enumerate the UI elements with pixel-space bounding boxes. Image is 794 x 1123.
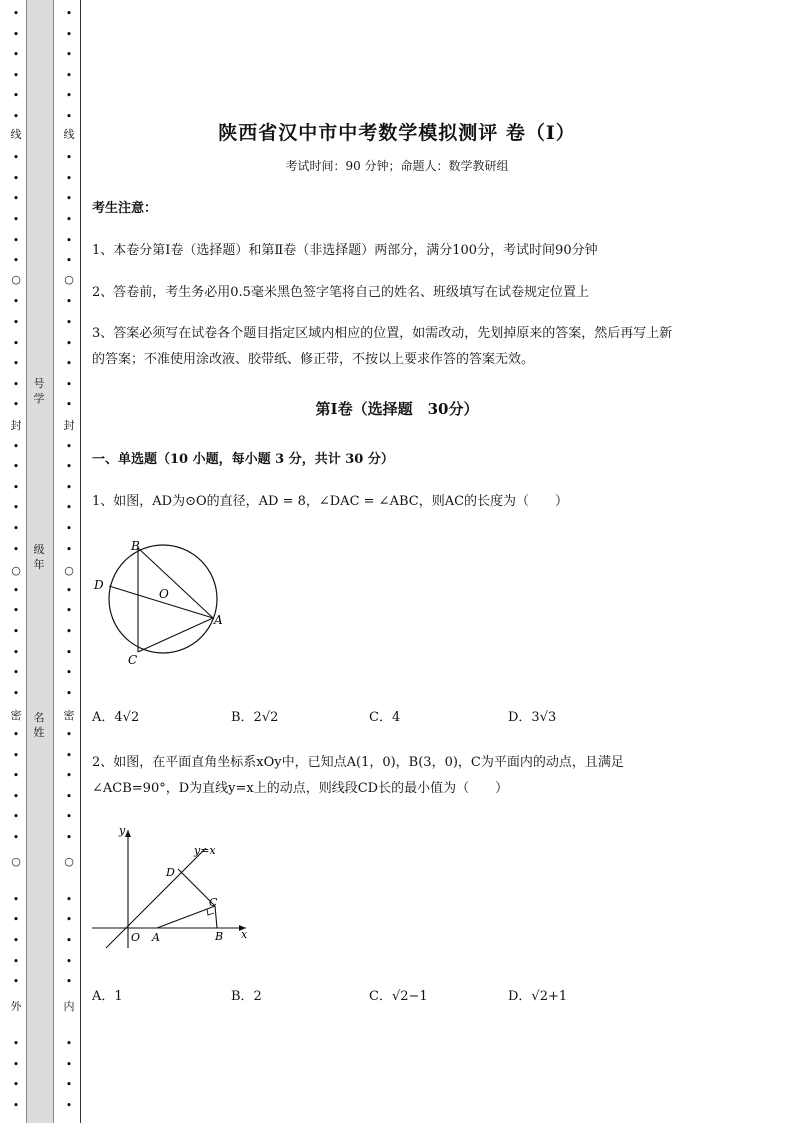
q1-option-c[interactable]: C．4 bbox=[369, 710, 401, 725]
q2-stem-line2: ∠ACB=90°，D为直线y=x上的动点，则线段CD长的最小值为（ ） bbox=[92, 781, 509, 796]
outer-dot: • bbox=[12, 1058, 20, 1071]
inner-dot: • bbox=[65, 460, 73, 473]
q2-option-b[interactable]: B．2 bbox=[231, 989, 262, 1004]
inner-dot: • bbox=[65, 604, 73, 617]
inner-mark-1: ○ bbox=[64, 273, 74, 286]
inner-dot: • bbox=[65, 831, 73, 844]
label-student-number: 号 学 bbox=[33, 377, 45, 405]
outer-dot: • bbox=[12, 192, 20, 205]
inner-dot: • bbox=[65, 295, 73, 308]
outer-dot: • bbox=[12, 646, 20, 659]
outer-dot: • bbox=[12, 625, 20, 638]
inner-dot: • bbox=[65, 543, 73, 556]
inner-dot: • bbox=[65, 501, 73, 514]
outer-dot: • bbox=[12, 48, 20, 61]
label-name: 名 姓 bbox=[33, 711, 45, 739]
inner-dot: • bbox=[65, 69, 73, 82]
q2-label-line: y=x bbox=[194, 844, 216, 857]
margin-rule bbox=[80, 0, 81, 1123]
inner-binding-column bbox=[62, 0, 76, 1123]
inner-dot: • bbox=[65, 666, 73, 679]
q2-label-C: C bbox=[209, 896, 218, 909]
inner-dot: • bbox=[65, 481, 73, 494]
section-heading: 一、单选题（10 小题，每小题 3 分，共计 30 分） bbox=[92, 452, 394, 467]
q2-label-y-axis: y bbox=[119, 824, 126, 837]
q1-figure bbox=[88, 536, 238, 671]
inner-dot: • bbox=[65, 316, 73, 329]
inner-dot: • bbox=[65, 955, 73, 968]
outer-dot: • bbox=[12, 501, 20, 514]
inner-dot: • bbox=[65, 172, 73, 185]
outer-mark-5: ○ bbox=[11, 855, 21, 868]
label-grade: 级 年 bbox=[33, 543, 45, 571]
inner-dot: • bbox=[65, 975, 73, 988]
inner-dot: • bbox=[65, 810, 73, 823]
outer-dot: • bbox=[12, 1078, 20, 1091]
inner-mark-6: 内 bbox=[63, 1000, 75, 1013]
q2-option-a[interactable]: A．1 bbox=[92, 989, 123, 1004]
outer-dot: • bbox=[12, 151, 20, 164]
outer-dot: • bbox=[12, 810, 20, 823]
inner-dot: • bbox=[65, 728, 73, 741]
inner-dot: • bbox=[65, 357, 73, 370]
inner-dot: • bbox=[65, 749, 73, 762]
outer-dot: • bbox=[12, 7, 20, 20]
q1-option-d[interactable]: D．3√3 bbox=[508, 710, 557, 725]
inner-dot: • bbox=[65, 934, 73, 947]
inner-dot: • bbox=[65, 48, 73, 61]
q1-label-B: B bbox=[131, 539, 140, 553]
inner-mark-0: 线 bbox=[63, 128, 75, 141]
notice-heading: 考生注意： bbox=[92, 201, 158, 216]
outer-dot: • bbox=[12, 89, 20, 102]
outer-dot: • bbox=[12, 337, 20, 350]
inner-dot: • bbox=[65, 378, 73, 391]
inner-dot: • bbox=[65, 1078, 73, 1091]
outer-dot: • bbox=[12, 1099, 20, 1112]
notice-item-2: 2、答卷前，考生务必用0.5毫米黑色签字笔将自己的姓名、班级填写在试卷规定位置上 bbox=[92, 285, 589, 300]
q2-option-d[interactable]: D．√2+1 bbox=[508, 989, 568, 1004]
q2-label-B: B bbox=[215, 930, 224, 943]
inner-dot: • bbox=[65, 28, 73, 41]
outer-dot: • bbox=[12, 687, 20, 700]
inner-dot: • bbox=[65, 1037, 73, 1050]
outer-dot: • bbox=[12, 913, 20, 926]
outer-mark-6: 外 bbox=[10, 1000, 22, 1013]
inner-dot: • bbox=[65, 337, 73, 350]
outer-dot: • bbox=[12, 934, 20, 947]
outer-dot: • bbox=[12, 172, 20, 185]
inner-mark-2: 封 bbox=[63, 419, 75, 432]
inner-dot: • bbox=[65, 893, 73, 906]
q1-label-C: C bbox=[128, 653, 138, 667]
outer-dot: • bbox=[12, 728, 20, 741]
inner-dot: • bbox=[65, 687, 73, 700]
inner-dot: • bbox=[65, 398, 73, 411]
outer-dot: • bbox=[12, 769, 20, 782]
part1-title: 第Ⅰ卷（选择题 30分） bbox=[315, 400, 479, 418]
notice-item-3-cont: 的答案；不准使用涂改液、胶带纸、修正带，不按以上要求作答的答案无效。 bbox=[92, 352, 535, 367]
inner-dot: • bbox=[65, 7, 73, 20]
outer-dot: • bbox=[12, 378, 20, 391]
inner-dot: • bbox=[65, 584, 73, 597]
outer-mark-0: 线 bbox=[10, 128, 22, 141]
q2-option-c[interactable]: C．√2−1 bbox=[369, 989, 428, 1004]
inner-dot: • bbox=[65, 522, 73, 535]
inner-dot: • bbox=[65, 254, 73, 267]
inner-dot: • bbox=[65, 89, 73, 102]
inner-dot: • bbox=[65, 913, 73, 926]
q1-option-b[interactable]: B．2√2 bbox=[231, 710, 279, 725]
outer-dot: • bbox=[12, 604, 20, 617]
outer-dot: • bbox=[12, 666, 20, 679]
q2-label-A: A bbox=[152, 931, 160, 944]
q2-label-D: D bbox=[166, 866, 175, 879]
outer-mark-2: 封 bbox=[10, 419, 22, 432]
q2-stem-line1: 2、如图，在平面直角坐标系xOy中，已知点A(1，0)，B(3，0)，C为平面内的动点，且满足 bbox=[92, 755, 624, 770]
inner-dot: • bbox=[65, 1099, 73, 1112]
inner-mark-4: 密 bbox=[63, 709, 75, 722]
outer-dot: • bbox=[12, 1037, 20, 1050]
inner-dot: • bbox=[65, 151, 73, 164]
outer-dot: • bbox=[12, 295, 20, 308]
inner-dot: • bbox=[65, 1058, 73, 1071]
inner-mark-3: ○ bbox=[64, 564, 74, 577]
q1-option-a[interactable]: A．4√2 bbox=[92, 710, 140, 725]
inner-dot: • bbox=[65, 625, 73, 638]
outer-dot: • bbox=[12, 398, 20, 411]
outer-dot: • bbox=[12, 522, 20, 535]
outer-dot: • bbox=[12, 749, 20, 762]
outer-mark-4: 密 bbox=[10, 709, 22, 722]
q2-figure bbox=[88, 820, 258, 950]
outer-dot: • bbox=[12, 481, 20, 494]
inner-mark-5: ○ bbox=[64, 855, 74, 868]
outer-binding-column bbox=[9, 0, 23, 1123]
inner-dot: • bbox=[65, 440, 73, 453]
outer-dot: • bbox=[12, 316, 20, 329]
outer-dot: • bbox=[12, 357, 20, 370]
outer-dot: • bbox=[12, 69, 20, 82]
inner-dot: • bbox=[65, 234, 73, 247]
q1-label-A: A bbox=[214, 613, 223, 627]
inner-dot: • bbox=[65, 769, 73, 782]
notice-item-1: 1、本卷分第Ⅰ卷（选择题）和第Ⅱ卷（非选择题）两部分，满分100分，考试时间90分钟 bbox=[92, 243, 598, 258]
outer-dot: • bbox=[12, 831, 20, 844]
page-subtitle: 考试时间：90 分钟；命题人：数学教研组 bbox=[285, 159, 509, 173]
outer-dot: • bbox=[12, 213, 20, 226]
q2-label-x-axis: x bbox=[241, 928, 248, 941]
page-title: 陕西省汉中市中考数学模拟测评 卷（Ⅰ） bbox=[218, 122, 576, 144]
inner-dot: • bbox=[65, 646, 73, 659]
outer-dot: • bbox=[12, 460, 20, 473]
outer-dot: • bbox=[12, 234, 20, 247]
notice-item-3: 3、答案必须写在试卷各个题目指定区域内相应的位置，如需改动，先划掉原来的答案，然后再写上新 bbox=[92, 326, 673, 341]
outer-mark-3: ○ bbox=[11, 564, 21, 577]
q2-label-O: O bbox=[131, 931, 141, 944]
outer-dot: • bbox=[12, 110, 20, 123]
outer-dot: • bbox=[12, 955, 20, 968]
outer-dot: • bbox=[12, 440, 20, 453]
q1-stem: 1、如图，AD为⊙O的直径，AD = 8，∠DAC = ∠ABC，则AC的长度为（ ） bbox=[92, 494, 569, 509]
outer-mark-1: ○ bbox=[11, 273, 21, 286]
inner-dot: • bbox=[65, 110, 73, 123]
outer-dot: • bbox=[12, 254, 20, 267]
outer-dot: • bbox=[12, 975, 20, 988]
outer-dot: • bbox=[12, 790, 20, 803]
outer-dot: • bbox=[12, 584, 20, 597]
inner-dot: • bbox=[65, 790, 73, 803]
inner-dot: • bbox=[65, 192, 73, 205]
outer-dot: • bbox=[12, 543, 20, 556]
outer-dot: • bbox=[12, 28, 20, 41]
inner-dot: • bbox=[65, 213, 73, 226]
outer-dot: • bbox=[12, 893, 20, 906]
q1-label-D: D bbox=[94, 578, 104, 592]
q1-label-O: O bbox=[159, 587, 169, 601]
